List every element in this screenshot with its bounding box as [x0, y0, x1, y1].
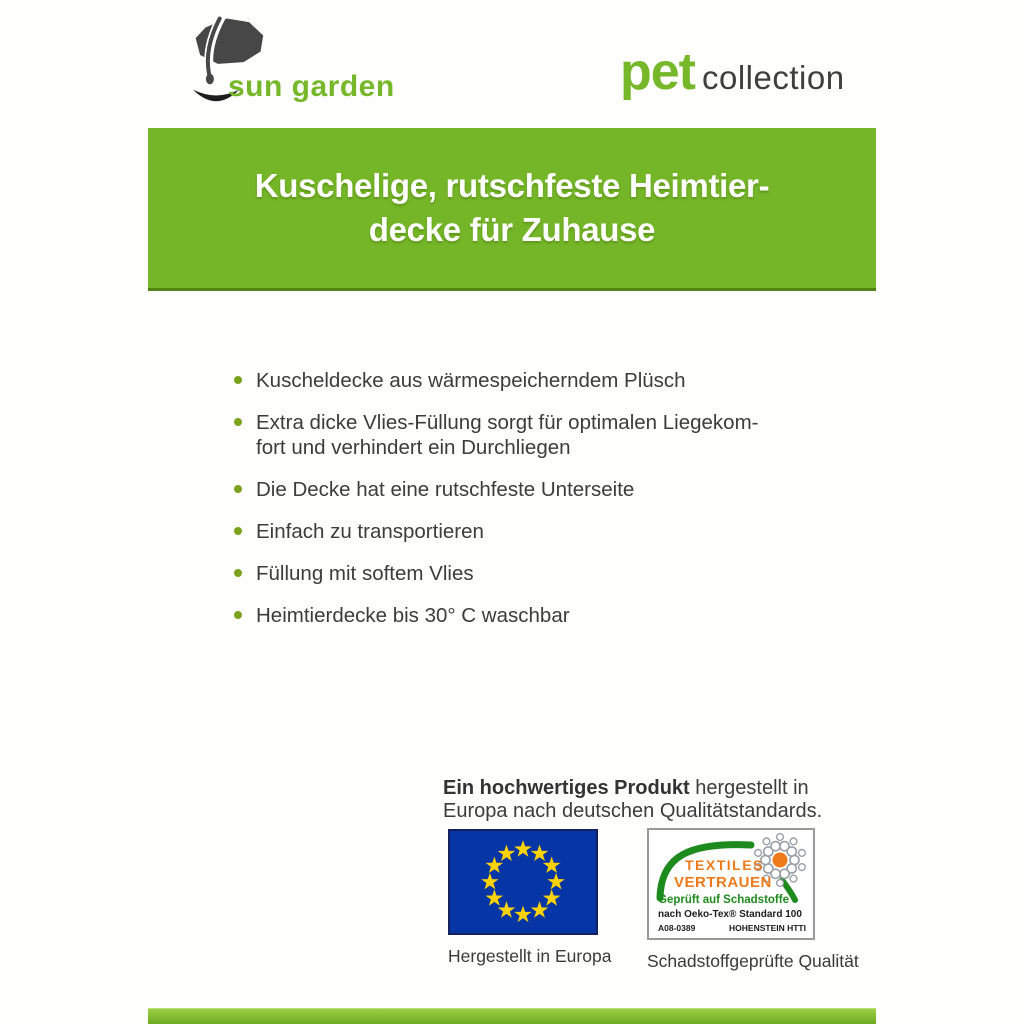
oeko-standard-line: nach Oeko-Tex® Standard 100 [658, 909, 802, 920]
oeko-title-vertrauen: VERTRAUEN [674, 874, 772, 891]
oeko-title-textiles: TEXTILES [685, 857, 764, 873]
bullet-icon [234, 611, 242, 619]
title-line-1: Kuschelige, rutschfeste Heimtier- [254, 167, 770, 204]
list-item [234, 603, 834, 628]
bullet-icon [234, 527, 242, 535]
feature-list [234, 368, 834, 645]
oeko-cert-row [658, 923, 806, 933]
feature-text: Füllung mit softem Vlies [256, 562, 474, 585]
oeko-caption: Schadstoffgeprüfte Qualität [647, 951, 859, 971]
feature-text-cont: fort und verhindert ein Durchliegen [256, 436, 571, 459]
bullet-icon [234, 485, 242, 493]
eu-flag-caption: Hergestellt in Europa [448, 946, 612, 966]
brand-name: sun garden [228, 70, 395, 103]
eu-flag-icon [448, 829, 598, 935]
list-item [234, 519, 834, 544]
bullet-icon [234, 569, 242, 577]
oeko-cert-number: A08-0389 [658, 923, 696, 933]
bullet-icon [234, 418, 242, 426]
feature-text: Extra dicke Vlies-Füllung sorgt für optimalen Liegekom- [256, 411, 759, 434]
feature-text: Einfach zu transportieren [256, 520, 484, 543]
bullet-icon [234, 376, 242, 384]
oeko-institute: HOHENSTEIN HTTI [729, 923, 806, 933]
oeko-tested-line: Geprüft auf Schadstoffe [658, 894, 789, 906]
list-item [234, 561, 834, 586]
pet-collection-word-collection: collection [702, 59, 845, 96]
oeko-tex-badge [647, 828, 859, 972]
feature-text: Kuscheldecke aus wärmespeicherndem Plüsch [256, 369, 686, 392]
list-item [234, 368, 834, 393]
quality-statement-rest: hergestellt in [689, 777, 809, 799]
bottom-green-bar [148, 1008, 876, 1024]
feature-text: Die Decke hat eine rutschfeste Unterseite [256, 478, 635, 501]
title-banner [148, 128, 876, 291]
quality-statement [443, 777, 822, 823]
pet-collection-word-pet: pet [620, 43, 695, 101]
umbrella-pole-tip [206, 74, 214, 85]
quality-statement-line2: Europa nach deutschen Qualitätstandards. [443, 800, 823, 822]
title-line-2: decke für Zuhause [368, 211, 656, 248]
page-title [255, 164, 770, 252]
oeko-tex-box [647, 828, 815, 940]
list-item [234, 477, 834, 502]
eu-flag-badge [448, 829, 611, 967]
list-item [234, 410, 834, 460]
quality-statement-bold: Ein hochwertiges Produkt [443, 777, 690, 799]
feature-text: Heimtierdecke bis 30° C waschbar [256, 604, 570, 627]
pet-collection-logo [620, 42, 845, 102]
